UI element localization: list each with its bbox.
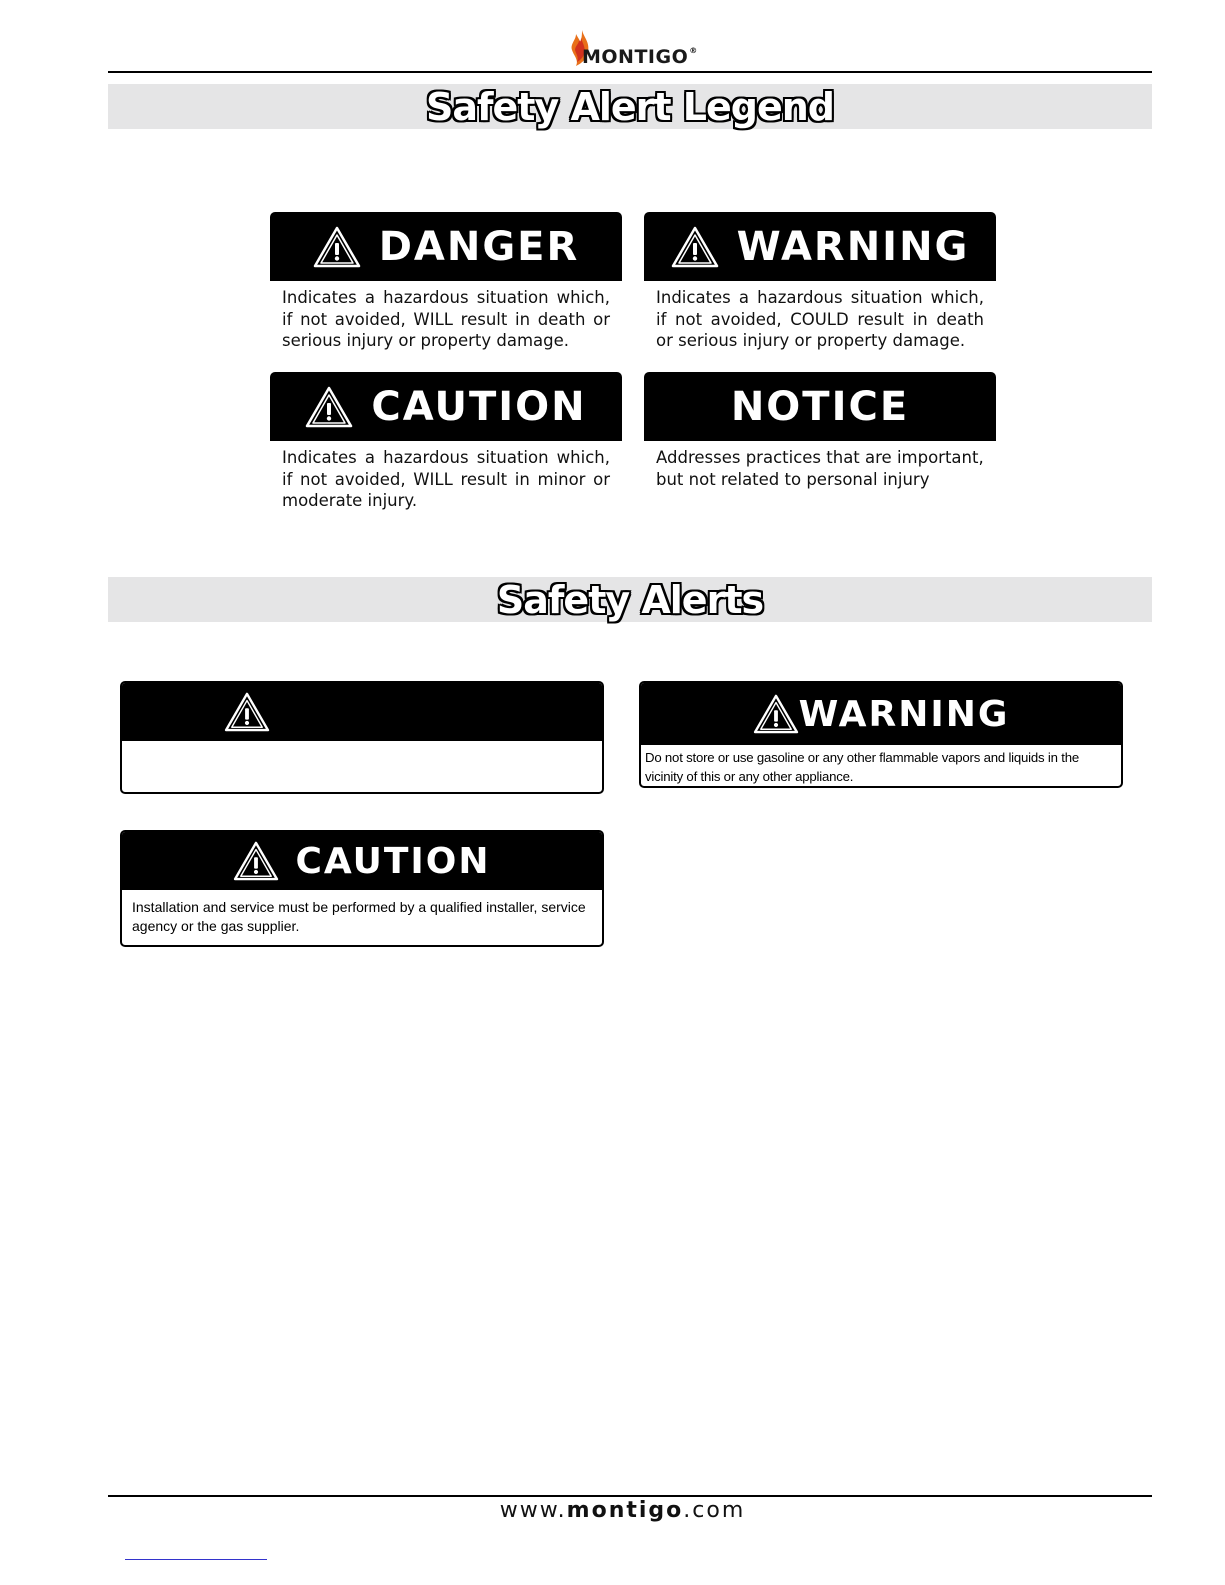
warning-triangle-icon (233, 841, 279, 881)
legend-header (644, 212, 996, 281)
signal-word: WARNING (736, 223, 970, 270)
signal-word: CAUTION (371, 383, 587, 430)
logo-wordmark: MONTIGO® (582, 46, 698, 68)
alert-text: Installation and service must be performed by a qualified installer, service agency or the gas supplier. (132, 899, 586, 934)
legend-notice (644, 372, 996, 490)
header-rule (108, 71, 1152, 73)
montigo-logo (560, 28, 698, 72)
section-title: Safety Alerts (496, 577, 764, 622)
legend-description: Addresses practices that are important, but not related to personal injury (656, 448, 984, 489)
warning-triangle-icon (224, 692, 270, 732)
alert-blank (120, 681, 604, 794)
alert-text: Do not store or use gasoline or any other flammable vapors and liquids in the vicinity of this or any other appliance. (645, 750, 1079, 784)
warning-triangle-icon (753, 694, 799, 734)
signal-word: WARNING (798, 693, 1010, 735)
warning-triangle-icon (305, 386, 353, 428)
warning-triangle-icon (313, 226, 361, 268)
legend-description: Indicates a hazardous situation which, if not avoided, WILL result in death or serious injury or property damage. (282, 288, 610, 350)
footer-url[interactable]: www.montigo.com (499, 1498, 746, 1523)
legend-header (644, 372, 996, 441)
section-bar-legend (108, 84, 1152, 129)
alert-warning (639, 681, 1123, 788)
signal-word: NOTICE (730, 383, 910, 430)
legend-caution (270, 372, 622, 512)
legend-description: Indicates a hazardous situation which, if not avoided, COULD result in death or serious injury or property damage. (656, 288, 984, 350)
page-link-underline (125, 1559, 267, 1560)
legend-danger (270, 212, 622, 352)
legend-header (270, 212, 622, 281)
legend-description: Indicates a hazardous situation which, if not avoided, WILL result in minor or moderate injury. (282, 448, 610, 510)
section-bar-alerts (108, 577, 1152, 622)
legend-header (270, 372, 622, 441)
signal-word: CAUTION (295, 840, 491, 882)
alert-text (122, 741, 602, 753)
alert-header (122, 683, 602, 741)
section-title: Safety Alert Legend (425, 84, 835, 129)
signal-word: DANGER (378, 223, 580, 270)
footer-rule (108, 1495, 1152, 1497)
alert-header (122, 832, 602, 890)
alert-header (641, 683, 1121, 745)
alert-caution (120, 830, 604, 947)
legend-warning (644, 212, 996, 352)
warning-triangle-icon (671, 226, 719, 268)
